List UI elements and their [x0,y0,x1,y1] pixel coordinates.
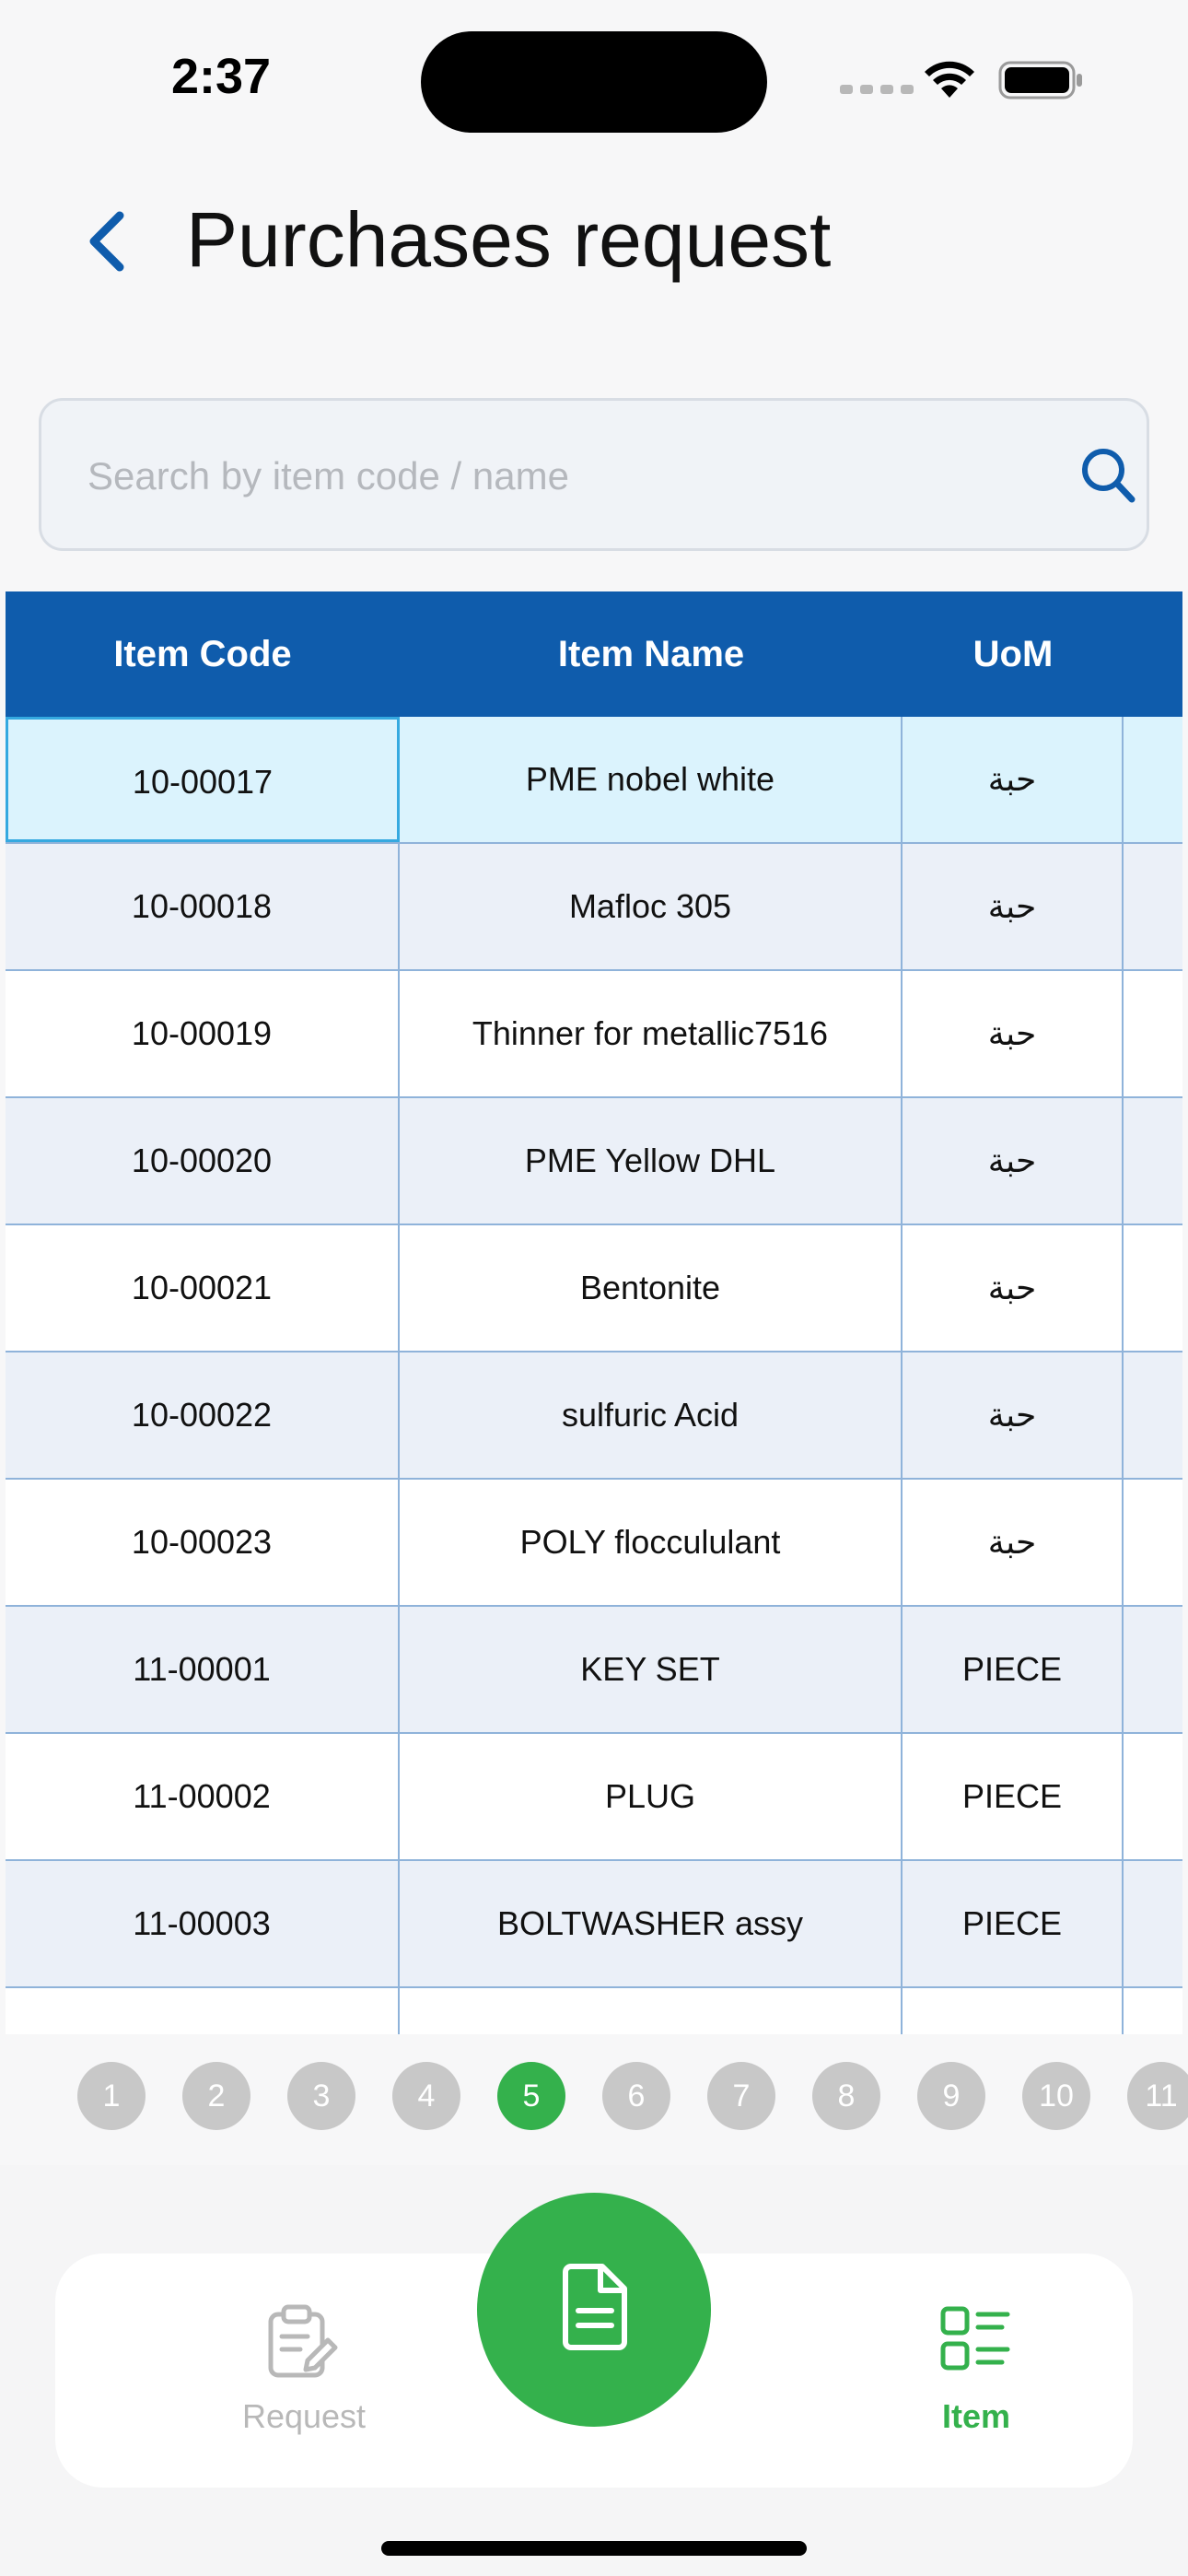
uom-cell: PIECE [903,1607,1124,1732]
table-row-partial [6,1988,1182,2034]
item-name-cell: POLY floccululant [400,1480,903,1605]
table-row[interactable] [6,1098,1182,1225]
home-indicator [381,2541,807,2556]
uom-cell: حبة [903,971,1124,1096]
item-code-cell: 10-00017 [6,717,400,842]
item-name-cell: PME nobel white [400,717,903,842]
uom-cell: حبة [903,1352,1124,1478]
wifi-icon [921,57,978,100]
tab-request-label: Request [241,2397,367,2435]
item-code-cell: 10-00021 [6,1225,400,1351]
chevron-left-icon [81,205,136,278]
column-header-item-code[interactable]: Item Code [113,634,292,674]
item-name-cell: BOLTWASHER assy [400,1861,903,1986]
page-button-9[interactable]: 9 [917,2062,985,2130]
item-code-cell: 11-00001 [6,1607,400,1732]
table-row[interactable] [6,1352,1182,1480]
uom-cell: حبة [903,717,1124,842]
status-time: 2:37 [171,49,272,104]
page-button-4[interactable]: 4 [392,2062,460,2130]
column-divider [398,1988,400,2034]
item-code-cell: 10-00019 [6,971,400,1096]
item-code-cell: 10-00022 [6,1352,400,1478]
table-row[interactable] [6,971,1182,1098]
column-header-uom[interactable]: UoM [973,634,1054,674]
page-button-10[interactable]: 10 [1022,2062,1090,2130]
item-name-cell: PLUG [400,1734,903,1859]
page-button-7[interactable]: 7 [707,2062,775,2130]
pagination [77,2062,1188,2130]
uom-cell: PIECE [903,1734,1124,1859]
overflow-cell [1124,1352,1182,1478]
page-button-5[interactable]: 5 [497,2062,565,2130]
item-code-cell: 10-00020 [6,1098,400,1224]
table-row[interactable] [6,844,1182,971]
column-header-item-name[interactable]: Item Name [557,634,745,674]
items-table [6,591,1188,2034]
overflow-cell [1124,1607,1182,1732]
table-row[interactable] [6,1734,1182,1861]
overflow-cell [1124,1480,1182,1605]
item-code-cell: 11-00003 [6,1861,400,1986]
page-button-1[interactable]: 1 [77,2062,146,2130]
page-title: Purchases request [186,196,832,283]
search-input[interactable] [87,432,1008,521]
table-header [6,591,1182,717]
table-row[interactable] [6,717,1182,844]
tab-request[interactable] [184,2303,424,2451]
new-document-button[interactable] [477,2193,711,2427]
app-header [0,166,1188,313]
item-code-cell: 10-00018 [6,844,400,969]
overflow-cell [1124,971,1182,1096]
column-divider [901,1988,903,2034]
overflow-cell [1124,1225,1182,1351]
item-name-cell: PME Yellow DHL [400,1098,903,1224]
dynamic-island [421,31,767,133]
overflow-cell [1124,1734,1182,1859]
overflow-cell [1124,1098,1182,1224]
item-name-cell: Bentonite [400,1225,903,1351]
tab-item-label: Item [941,2397,1011,2435]
column-divider [1122,1988,1124,2034]
uom-cell: حبة [903,1480,1124,1605]
item-name-cell: KEY SET [400,1607,903,1732]
uom-cell: حبة [903,1225,1124,1351]
overflow-cell [1124,1861,1182,1986]
list-icon [939,2303,1013,2377]
item-name-cell: Thinner for metallic7516 [400,971,903,1096]
page-button-6[interactable]: 6 [602,2062,670,2130]
table-row[interactable] [6,1861,1182,1988]
item-name-cell: Mafloc 305 [400,844,903,969]
clipboard-edit-icon [265,2303,339,2381]
page-button-8[interactable]: 8 [812,2062,880,2130]
item-code-cell: 10-00023 [6,1480,400,1605]
table-row[interactable] [6,1607,1182,1734]
search-box [39,398,1149,551]
item-name-cell: sulfuric Acid [400,1352,903,1478]
status-bar [0,0,1188,147]
tab-item[interactable] [856,2303,1096,2451]
document-icon [558,2263,630,2351]
page-button-3[interactable]: 3 [287,2062,355,2130]
item-code-cell: 11-00002 [6,1734,400,1859]
table-row[interactable] [6,1480,1182,1607]
overflow-cell [1124,844,1182,969]
uom-cell: PIECE [903,1861,1124,1986]
uom-cell: حبة [903,844,1124,969]
overflow-cell [1124,717,1182,842]
back-button[interactable] [81,205,136,278]
uom-cell: حبة [903,1098,1124,1224]
search-icon[interactable] [1078,445,1137,506]
page-button-2[interactable]: 2 [182,2062,250,2130]
page-button-11[interactable]: 11 [1127,2062,1188,2130]
battery-icon [998,61,1085,100]
cellular-signal-icon [840,85,914,94]
table-row[interactable] [6,1225,1182,1352]
